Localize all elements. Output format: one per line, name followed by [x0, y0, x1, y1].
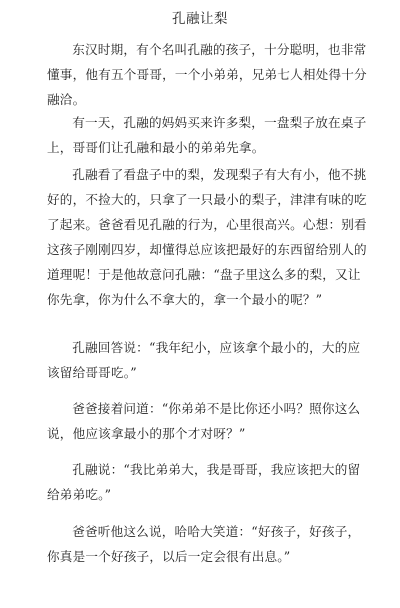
- paragraph-3: 孔融看了看盘子中的梨，发现梨子有大有小，他不挑好的，不捡大的，只拿了一只最小的梨子，津津有味的吃了起来。爸爸看见孔融的行为，心里很高兴。心想：别看这孩子刚刚四岁，却懂得总应该把最好的东西留给别人的道理呢！于是他故意问孔融：“盘子里这么多的梨，又让你先拿，你为什么不拿大的，拿一个最小的呢？”: [47, 167, 367, 307]
- paragraph-5: 爸爸接着问道：“你弟弟不是比你还小吗？照你这么说，他应该拿最小的那个才对呀？”: [47, 401, 361, 441]
- paragraph-1: 东汉时期，有个名叫孔融的孩子，十分聪明，也非常懂事，他有五个哥哥，一个小弟弟，兄弟七人相处得十分融洽。: [47, 42, 367, 107]
- paragraph-2: 有一天，孔融的妈妈买来许多梨，一盘梨子放在桌子上，哥哥们让孔融和最小的弟弟先拿。: [47, 115, 367, 155]
- paragraph-7: 爸爸听他这么说，哈哈大笑道：“好孩子，好孩子，你真是一个好孩子，以后一定会很有出息。”: [47, 524, 361, 564]
- paragraph-6: 孔融说：“我比弟弟大，我是哥哥，我应该把大的留给弟弟吃。”: [47, 462, 361, 502]
- document-title: 孔融让梨: [172, 11, 228, 27]
- paragraph-4: 孔融回答说：“我年纪小，应该拿个最小的，大的应该留给哥哥吃。”: [47, 340, 361, 380]
